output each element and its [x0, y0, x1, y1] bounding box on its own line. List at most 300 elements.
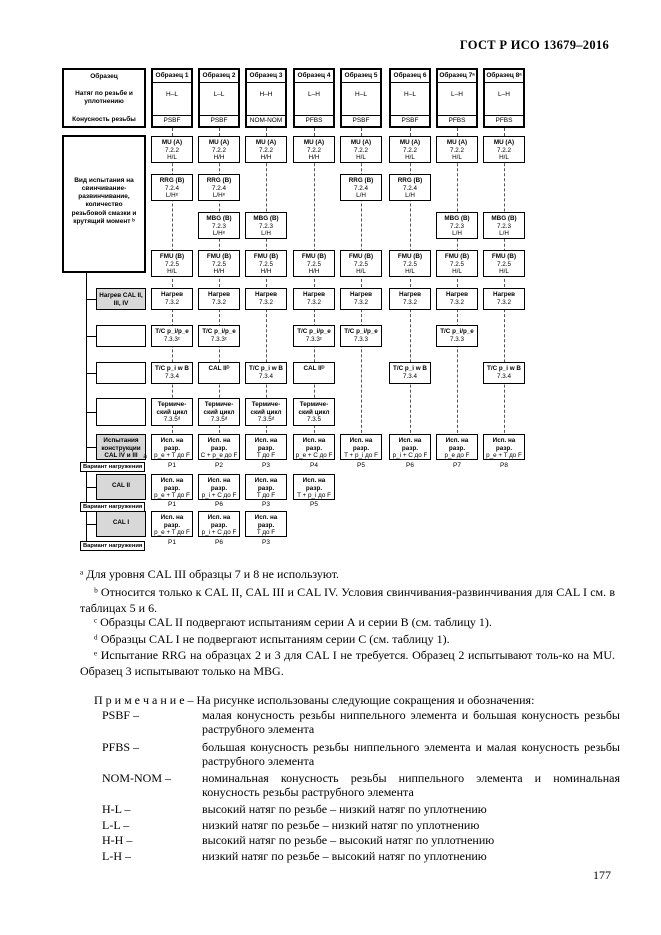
- mu-box-line: 7.2.2: [449, 146, 464, 154]
- cal2-box-line: Исп. на разр.: [207, 477, 231, 492]
- cal1-box-line: T до F: [256, 529, 276, 537]
- specimen-box: [389, 68, 431, 128]
- thermo-box-line: 7.3.5ᵈ: [163, 416, 181, 424]
- tcw-box: [293, 362, 335, 384]
- mbg-box-line: MBG (B): [444, 215, 470, 222]
- tcp-box: [151, 325, 193, 347]
- left-tick: [86, 524, 96, 525]
- fmu-box-line: H/H: [308, 268, 320, 276]
- tcp-box-line: T/C p_i/p_e: [202, 328, 236, 335]
- heat-box-line: 7.3.2: [211, 298, 226, 306]
- fmu-box-line: FMU (B): [491, 253, 517, 260]
- cal4-box-line: Исп. на разр.: [398, 437, 422, 452]
- specimen-interference: H–H: [259, 90, 273, 98]
- specimen-interference: L–L: [213, 90, 225, 98]
- mu-box-line: 7.2.2: [258, 146, 273, 154]
- specimen-taper: PSBF: [391, 115, 429, 126]
- tcw-box-line: T/C p_i w B: [487, 365, 521, 372]
- fmu-box-line: H/L: [356, 268, 366, 276]
- fmu-box-line: H/L: [499, 268, 509, 276]
- cal4-box-line: p_i + C до F: [392, 452, 428, 460]
- thermo-box: [198, 398, 240, 426]
- fmu-box: [436, 250, 478, 277]
- cal2-box-line: Исп. на разр.: [254, 477, 278, 492]
- mu-box-line: H/L: [356, 154, 366, 162]
- mbg-box-line: MBG (B): [253, 215, 279, 222]
- cal2-box-line: p_i + C до F: [201, 492, 237, 500]
- rrg-box: [340, 174, 382, 201]
- abbreviation-definition: малая конусность резьбы ниппельного элемента и большая конусность резьбы раструбного элемента: [202, 708, 620, 736]
- page-number: 177: [593, 868, 611, 882]
- mu-box-line: 7.2.2: [496, 146, 511, 154]
- tcw-box-line: 7.3.4: [402, 372, 417, 380]
- spec-label-taper: Конусность резьбы: [72, 116, 136, 123]
- load-case-label: P2: [215, 462, 223, 469]
- cal2-box-line: Исп. на разр.: [302, 477, 326, 492]
- mu-box-line: H/L: [499, 154, 509, 162]
- mbg-box-line: L/H: [261, 230, 271, 238]
- abbreviation-definition: низкий натяг по резьбе – высокий натяг по уплотнению: [202, 849, 487, 863]
- fmu-box: [483, 250, 525, 277]
- specimen-box: [151, 68, 193, 128]
- heat-box: [198, 288, 240, 310]
- specimen-taper: NOM-NOM: [247, 115, 285, 126]
- heat-box: [245, 288, 287, 310]
- mbg-box-line: MBG (B): [206, 215, 232, 222]
- cal2-box: [245, 474, 287, 500]
- abbreviation-term: NOM-NOM –: [102, 771, 171, 785]
- cal4-box: [340, 434, 382, 460]
- mu-box-line: H/H: [308, 154, 320, 162]
- cal4-box-line: p_e + C до F: [295, 452, 333, 460]
- load-case-label: P3: [262, 501, 270, 508]
- load-label-3: Вариант нагружения: [80, 541, 145, 551]
- rrg-box: [389, 174, 431, 201]
- fmu-box-line: 7.2.5: [449, 260, 464, 268]
- cal1-box-line: p_i + C до F: [201, 529, 237, 537]
- mu-box-line: MU (A): [493, 139, 515, 146]
- cal4-label-box: [96, 434, 146, 460]
- test-label: Вид испытания на свинчивание-развинчивание, количество резьбовой смазки и крутящий момент ᵇ: [71, 177, 137, 225]
- left-tick: [86, 336, 96, 337]
- fmu-box-line: 7.2.5: [496, 260, 511, 268]
- fmu-box-line: FMU (B): [253, 253, 279, 260]
- cal4-box-line: Исп. на разр.: [302, 437, 326, 452]
- specimen-interference: H–L: [355, 90, 367, 98]
- fmu-box-line: H/H: [260, 268, 272, 276]
- fmu-box-line: FMU (B): [206, 253, 232, 260]
- mu-box-line: 7.2.2: [164, 146, 179, 154]
- abbreviation-definition: номинальная конусность резьбы ниппельного элемента и номинальная конусность резьбы раструбного элемента: [202, 771, 620, 799]
- mu-box-line: MU (A): [350, 139, 372, 146]
- load-case-label: P6: [215, 539, 223, 546]
- mu-box-line: MU (A): [303, 139, 325, 146]
- rrg-box-line: L/H: [405, 192, 415, 200]
- mu-box-line: 7.2.2: [353, 146, 368, 154]
- mu-box-line: MU (A): [208, 139, 230, 146]
- cal4-box-line: C + p_e до F: [200, 452, 238, 460]
- cal1-box: [198, 511, 240, 537]
- cal1-label-box: [96, 511, 146, 537]
- cal1-label: CAL I: [112, 519, 130, 526]
- mu-box-line: H/H: [260, 154, 272, 162]
- cal4-box-line: Исп. на разр.: [492, 437, 516, 452]
- cal4-box-line: p_e до F: [444, 452, 470, 460]
- specimen-taper: PSBF: [200, 115, 238, 126]
- cal2-label: CAL II: [111, 482, 131, 489]
- cal2-box: [293, 474, 335, 500]
- footnote: ᵇ Относится только к CAL II, CAL III и CAL IV. Условия свинчивания-развинчивания для CAL I см. в таблицах 5 и 6.: [80, 585, 615, 615]
- specimen-interference: H–L: [404, 90, 416, 98]
- footnote: ᶜ Образцы CAL II подвергают испытаниям серии А и серии В (см. таблицу 1).: [94, 615, 492, 629]
- tcw-box-line: CAL IIᴰ: [303, 365, 325, 372]
- cal4-box: [389, 434, 431, 460]
- mu-box: [151, 136, 193, 163]
- load-case-label: P1: [168, 501, 176, 508]
- spec-label-specimen: Образец: [90, 73, 118, 80]
- test-label-box: [62, 135, 146, 273]
- specimen-name: Образец 7ᵃ: [438, 70, 476, 83]
- spec-label-box: [62, 68, 146, 128]
- footnote-a-mark: a: [143, 453, 147, 460]
- tcp-box-line: 7.3.3ᶜ: [305, 335, 323, 343]
- heat-box-line: 7.3.2: [258, 298, 273, 306]
- cal4-box-line: p_e + T до F: [154, 452, 190, 460]
- abbreviation-term: L-H –: [102, 849, 131, 863]
- specimen-name: Образец 6: [391, 70, 429, 83]
- fmu-box-line: 7.2.5: [306, 260, 321, 268]
- cal4-box: [245, 434, 287, 460]
- load-case-label: P3: [262, 539, 270, 546]
- specimen-taper: PFBS: [438, 115, 476, 126]
- abbreviation-term: H-H –: [102, 833, 133, 847]
- fmu-box-line: FMU (B): [397, 253, 423, 260]
- fmu-box-line: FMU (B): [301, 253, 327, 260]
- left-tick: [86, 447, 96, 448]
- fmu-box-line: FMU (B): [348, 253, 374, 260]
- mu-box-line: MU (A): [161, 139, 183, 146]
- cal4-box-line: Исп. на разр.: [160, 437, 184, 452]
- tcp-box: [436, 325, 478, 347]
- note-heading: П р и м е ч а н и е – На рисунке использованы следующие сокращения и обозначения:: [94, 693, 535, 707]
- mu-box: [245, 136, 287, 163]
- tcp-box-line: 7.3.3: [449, 335, 464, 343]
- mu-box-line: MU (A): [255, 139, 277, 146]
- load-label-2: Вариант нагружения: [80, 502, 145, 512]
- heat-box-line: Нагрев: [399, 291, 421, 298]
- fmu-box-line: FMU (B): [444, 253, 470, 260]
- thermo-box: [293, 398, 335, 426]
- heat-box: [483, 288, 525, 310]
- specimen-name: Образец 5: [342, 70, 380, 83]
- abbreviation-term: H-L –: [102, 802, 131, 816]
- thermo-box-line: 7.3.5ᵈ: [210, 416, 228, 424]
- document-header: ГОСТ Р ИСО 13679–2016: [459, 38, 609, 52]
- fmu-box-line: H/L: [167, 268, 177, 276]
- thermo-box-line: 7.3.5ᵈ: [257, 416, 275, 424]
- tcw-box-line: T/C p_i w B: [249, 365, 283, 372]
- fmu-box-line: H/H: [213, 268, 225, 276]
- mu-box-line: H/L: [167, 154, 177, 162]
- specimen-name: Образец 1: [153, 70, 191, 83]
- mu-box: [198, 136, 240, 163]
- cal2-box-line: Исп. на разр.: [160, 477, 184, 492]
- tcw-box-line: T/C p_i w B: [155, 365, 189, 372]
- load-case-label: P6: [406, 462, 414, 469]
- abbreviation-term: L-L –: [102, 818, 130, 832]
- thermo-box-line: Термиче-ский цикл: [203, 401, 235, 416]
- cal1-box: [151, 511, 193, 537]
- tcp-box: [198, 325, 240, 347]
- mu-box: [293, 136, 335, 163]
- tcw-box-line: T/C p_i w B: [393, 365, 427, 372]
- heat-box-line: Нагрев: [303, 291, 325, 298]
- specimen-box: [245, 68, 287, 128]
- cal2-box-line: p_e + T до F: [154, 492, 190, 500]
- spec-label-interference: Натяг по резьбе и уплотнению: [75, 90, 133, 106]
- cal2-box-line: T до F: [256, 492, 276, 500]
- mu-box-line: 7.2.2: [306, 146, 321, 154]
- heat-box-line: 7.3.2: [306, 298, 321, 306]
- rrg-box-line: RRG (B): [348, 177, 374, 184]
- specimen-box: [340, 68, 382, 128]
- cal4-box: [151, 434, 193, 460]
- thermo-box: [151, 398, 193, 426]
- heat-box-line: Нагрев: [350, 291, 372, 298]
- fmu-box-line: 7.2.5: [402, 260, 417, 268]
- tcw-box: [198, 362, 240, 384]
- rrg-box-line: 7.2.4: [211, 184, 226, 192]
- footnote: ᵈ Образцы CAL I не подвергают испытаниям серии С (см. таблицу 1).: [94, 632, 450, 646]
- heat-box-line: Нагрев: [493, 291, 515, 298]
- mbg-box-line: MBG (B): [491, 215, 517, 222]
- specimen-interference: L–H: [451, 90, 463, 98]
- cal4-box-line: Исп. на разр.: [349, 437, 373, 452]
- tcp-box-line: 7.3.3: [353, 335, 368, 343]
- mbg-box-line: 7.2.3: [258, 222, 273, 230]
- mbg-box-line: 7.2.3: [211, 222, 226, 230]
- abbreviation-definition: высокий натяг по резьбе – низкий натяг по уплотнению: [202, 802, 487, 816]
- empty-label-box: [96, 362, 146, 384]
- rrg-box-line: 7.2.4: [402, 184, 417, 192]
- specimen-box: [198, 68, 240, 128]
- mbg-box: [436, 212, 478, 239]
- cal4-box: [293, 434, 335, 460]
- heat-box-line: 7.3.2: [449, 298, 464, 306]
- cal2-box: [198, 474, 240, 500]
- rrg-box: [151, 174, 193, 201]
- cal1-box-line: p_e + T до F: [154, 529, 190, 537]
- cal2-box-line: T + p_i до F: [297, 492, 331, 500]
- fmu-box: [293, 250, 335, 277]
- load-case-label: P5: [310, 501, 318, 508]
- mu-box-line: H/L: [405, 154, 415, 162]
- mbg-box: [245, 212, 287, 239]
- fmu-box-line: 7.2.5: [164, 260, 179, 268]
- specimen-box: [436, 68, 478, 128]
- cal1-box-line: Исп. на разр.: [160, 514, 184, 529]
- cal4-box: [483, 434, 525, 460]
- rrg-box: [198, 174, 240, 201]
- thermo-box: [245, 398, 287, 426]
- left-tick: [86, 299, 96, 300]
- mu-box-line: 7.2.2: [402, 146, 417, 154]
- heat-box: [436, 288, 478, 310]
- abbreviation-definition: низкий натяг по резьбе – низкий натяг по уплотнению: [202, 818, 480, 832]
- rrg-box-line: L/H: [356, 192, 366, 200]
- mbg-box-line: 7.2.3: [449, 222, 464, 230]
- specimen-name: Образец 4: [295, 70, 333, 83]
- mu-box-line: 7.2.2: [211, 146, 226, 154]
- heat-label-box: [96, 288, 146, 310]
- tcw-box: [389, 362, 431, 384]
- tcp-box-line: T/C p_i/p_e: [440, 328, 474, 335]
- cal4-box-line: p_e + T до F: [486, 452, 522, 460]
- cal2-box: [151, 474, 193, 500]
- cal4-box: [436, 434, 478, 460]
- tcw-box-line: CAL IIᴰ: [208, 365, 230, 372]
- cal1-box: [245, 511, 287, 537]
- tcw-box-line: 7.3.4: [258, 372, 273, 380]
- load-case-label: P6: [215, 501, 223, 508]
- heat-box-line: 7.3.2: [496, 298, 511, 306]
- cal2-label-box: [96, 474, 146, 500]
- specimen-taper: PSBF: [153, 115, 191, 126]
- specimen-name: Образец 8ᵃ: [485, 70, 523, 83]
- fmu-box: [198, 250, 240, 277]
- specimen-taper: PFBS: [485, 115, 523, 126]
- fmu-box: [245, 250, 287, 277]
- load-case-label: P1: [168, 539, 176, 546]
- empty-label-box: [96, 325, 146, 347]
- tcp-box: [340, 325, 382, 347]
- rrg-box-line: RRG (B): [397, 177, 423, 184]
- abbreviation-term: PFBS –: [102, 740, 140, 754]
- mu-box: [340, 136, 382, 163]
- tcp-box: [293, 325, 335, 347]
- cal4-box-line: Исп. на разр.: [207, 437, 231, 452]
- mbg-box-line: L/H: [452, 230, 462, 238]
- heat-label: Нагрев CAL II, III, IV: [99, 292, 143, 307]
- fmu-box-line: 7.2.5: [211, 260, 226, 268]
- mbg-box-line: L/Hᵉ: [212, 230, 226, 238]
- tcw-box: [151, 362, 193, 384]
- fmu-box-line: 7.2.5: [258, 260, 273, 268]
- cal4-box-line: Исп. на разр.: [445, 437, 469, 452]
- tcp-box-line: T/C p_i/p_e: [155, 328, 189, 335]
- mu-box: [389, 136, 431, 163]
- specimen-interference: L–H: [308, 90, 320, 98]
- heat-box-line: 7.3.2: [402, 298, 417, 306]
- cal1-box-line: Исп. на разр.: [207, 514, 231, 529]
- fmu-box: [151, 250, 193, 277]
- fmu-box-line: 7.2.5: [353, 260, 368, 268]
- tcw-box: [483, 362, 525, 384]
- load-case-label: P4: [310, 462, 318, 469]
- load-label-1: Вариант нагружения: [80, 462, 145, 472]
- tcp-box-line: T/C p_i/p_e: [344, 328, 378, 335]
- footnote: ᵉ Испытание RRG на образцах 2 и 3 для CAL I не требуется. Образец 2 испытывают толь-ко на MU. Образец 3 испытывают только на MBG.: [80, 648, 615, 678]
- tcw-box-line: 7.3.4: [496, 372, 511, 380]
- specimen-name: Образец 2: [200, 70, 238, 83]
- fmu-box-line: FMU (B): [159, 253, 185, 260]
- cal4-box-line: T до F: [256, 452, 276, 460]
- abbreviation-definition: высокий натяг по резьбе – высокий натяг по уплотнению: [202, 833, 495, 847]
- tcp-box-line: T/C p_i/p_e: [297, 328, 331, 335]
- specimen-taper: PSBF: [342, 115, 380, 126]
- thermo-box-line: Термиче-ский цикл: [298, 401, 330, 416]
- mu-box-line: MU (A): [446, 139, 468, 146]
- mu-box-line: H/L: [452, 154, 462, 162]
- heat-box: [151, 288, 193, 310]
- mu-box-line: H/H: [213, 154, 225, 162]
- empty-label-box: [96, 398, 146, 426]
- load-case-label: P3: [262, 462, 270, 469]
- rrg-box-line: 7.2.4: [353, 184, 368, 192]
- specimen-interference: H–L: [166, 90, 178, 98]
- left-tick: [86, 373, 96, 374]
- specimen-interference: L–H: [498, 90, 510, 98]
- load-case-label: P1: [168, 462, 176, 469]
- left-tick: [86, 412, 96, 413]
- thermo-box-line: Термиче-ский цикл: [156, 401, 188, 416]
- tcw-box-line: 7.3.4: [164, 372, 179, 380]
- mbg-box-line: L/H: [499, 230, 509, 238]
- cal4-box: [198, 434, 240, 460]
- mu-box-line: MU (A): [399, 139, 421, 146]
- specimen-box: [483, 68, 525, 128]
- thermo-box-line: Термиче-ский цикл: [250, 401, 282, 416]
- heat-box-line: Нагрев: [255, 291, 277, 298]
- load-case-label: P7: [453, 462, 461, 469]
- tcp-box-line: 7.3.3ᶜ: [163, 335, 181, 343]
- mbg-box-line: 7.2.3: [496, 222, 511, 230]
- cal4-box-line: Исп. на разр.: [254, 437, 278, 452]
- cal4-label: Испытания конструкции CAL IV и III: [101, 437, 141, 460]
- rrg-box-line: 7.2.4: [164, 184, 179, 192]
- abbreviation-term: PSBF –: [102, 708, 140, 722]
- footnote: ᵃ Для уровня CAL III образцы 7 и 8 не используют.: [80, 567, 340, 581]
- heat-box-line: 7.3.2: [164, 298, 179, 306]
- specimen-taper: PFBS: [295, 115, 333, 126]
- heat-box: [340, 288, 382, 310]
- fmu-box-line: H/L: [405, 268, 415, 276]
- heat-box-line: Нагрев: [208, 291, 230, 298]
- fmu-box: [340, 250, 382, 277]
- abbreviation-definition: большая конусность резьбы ниппельного элемента и малая конусность резьбы раструбного элемента: [202, 740, 620, 768]
- left-tick: [86, 487, 96, 488]
- mu-box: [483, 136, 525, 163]
- rrg-box-line: RRG (B): [159, 177, 185, 184]
- rrg-box-line: L/Hᵉ: [165, 192, 179, 200]
- specimen-name: Образец 3: [247, 70, 285, 83]
- rrg-box-line: RRG (B): [206, 177, 232, 184]
- tcp-box-line: 7.3.3ᶜ: [210, 335, 228, 343]
- fmu-box: [389, 250, 431, 277]
- heat-box: [293, 288, 335, 310]
- heat-box-line: Нагрев: [446, 291, 468, 298]
- specimen-box: [293, 68, 335, 128]
- mu-box: [436, 136, 478, 163]
- thermo-box-line: 7.3.5: [306, 416, 321, 424]
- fmu-box-line: H/L: [452, 268, 462, 276]
- heat-box-line: 7.3.2: [353, 298, 368, 306]
- cal1-box-line: Исп. на разр.: [254, 514, 278, 529]
- heat-box-line: Нагрев: [161, 291, 183, 298]
- mbg-box: [198, 212, 240, 239]
- cal4-box-line: T + p_i до F: [344, 452, 378, 460]
- load-case-label: P8: [500, 462, 508, 469]
